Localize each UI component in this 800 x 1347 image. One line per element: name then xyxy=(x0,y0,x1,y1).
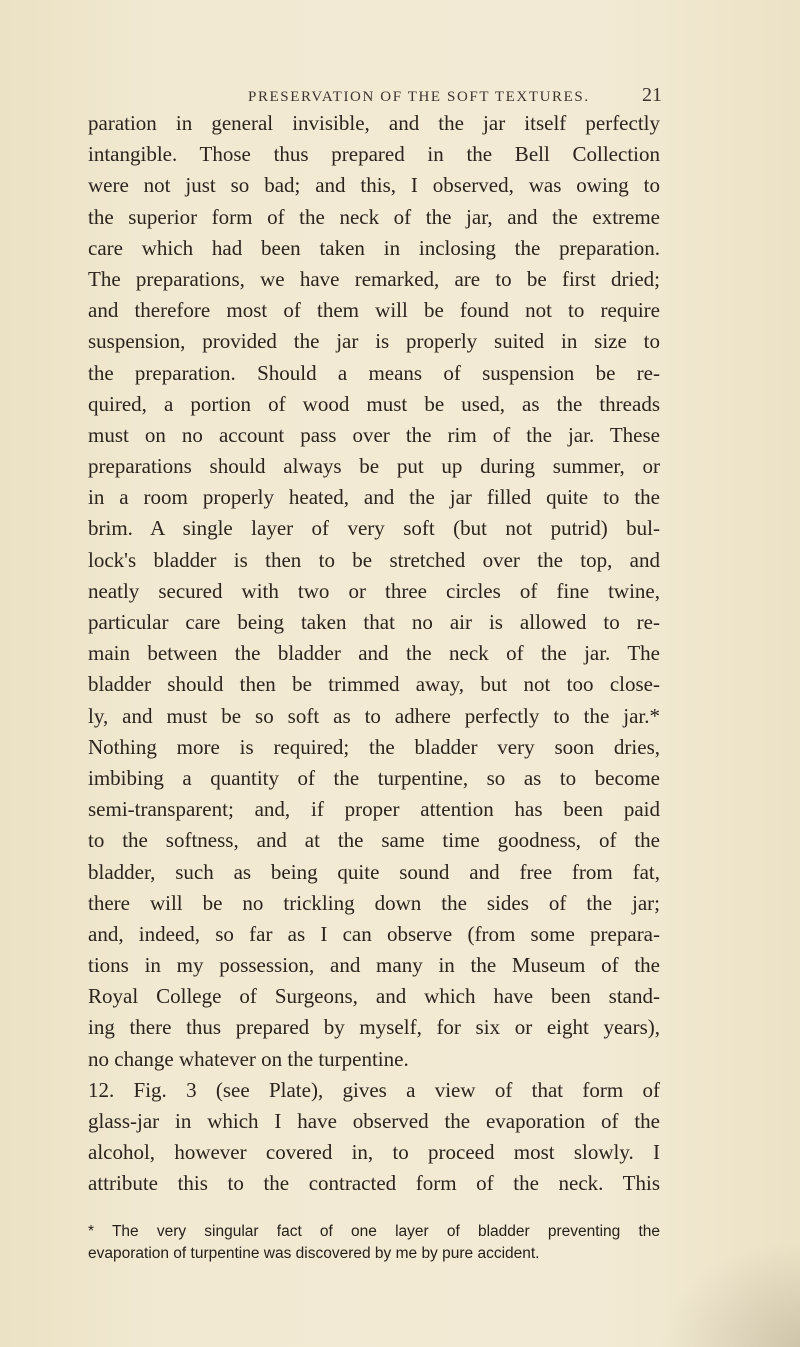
text-line: in a room properly heated, and the jar filled quite to the xyxy=(88,485,660,510)
text-line: particular care being taken that no air is allowed to re- xyxy=(88,610,660,634)
text-line: quired, a portion of wood must be used, as the threads xyxy=(88,391,660,416)
text-line: Nothing more is required; the bladder very soon dries, xyxy=(88,734,660,759)
text-line: were not just so bad; and this, I observed, was owing to xyxy=(88,173,660,198)
text-line: suspension, provided the jar is properly suited in size to xyxy=(88,329,660,354)
text-line: must on no account pass over the rim of the jar. These xyxy=(88,422,660,447)
text-line: alcohol, however covered in, to proceed most slowly. I xyxy=(88,1140,660,1165)
text-line: semi-transparent; and, if proper attention has been paid xyxy=(88,797,660,822)
text-line: The preparations, we have remarked, are to be first dried; xyxy=(88,266,660,291)
text-line: paration in general invisible, and the jar itself perfectly xyxy=(88,111,660,135)
text-line: the preparation. Should a means of suspension be re- xyxy=(88,360,660,385)
text-line: attribute this to the contracted form of the neck. This xyxy=(88,1171,660,1196)
text-line: and therefore most of them will be found not to require xyxy=(88,298,660,323)
text-line: Royal College of Surgeons, and which have been stand- xyxy=(88,984,660,1009)
running-head: PRESERVATION OF THE SOFT TEXTURES. xyxy=(248,89,590,105)
text-line: tions in my possession, and many in the Museum of the xyxy=(88,953,660,978)
page-number: 21 xyxy=(642,84,662,106)
text-line: neatly secured with two or three circles of fine twine, xyxy=(88,578,660,603)
text-line: bladder should then be trimmed away, but not too close- xyxy=(88,672,660,697)
footnote xyxy=(88,1221,660,1265)
text-line: bladder, such as being quite sound and free from fat, xyxy=(88,859,660,884)
text-line: care which had been taken in inclosing the preparation. xyxy=(88,235,660,260)
text-line: intangible. Those thus prepared in the Bell Collection xyxy=(88,142,660,167)
text-line: brim. A single layer of very soft (but not putrid) bul- xyxy=(88,516,660,541)
body-text xyxy=(88,108,660,1200)
text-line: main between the bladder and the neck of the jar. The xyxy=(88,641,660,666)
footnote-line: * The very singular fact of one layer of bladder preventing the xyxy=(88,1223,660,1240)
text-line: the superior form of the neck of the jar, and the extreme xyxy=(88,204,660,229)
text-line: 12. Fig. 3 (see Plate), gives a view of that form of xyxy=(88,1077,660,1102)
text-line: glass-jar in which I have observed the evaporation of the xyxy=(88,1109,660,1133)
text-line: lock's bladder is then to be stretched over the top, and xyxy=(88,547,660,572)
text-line: there will be no trickling down the sides of the jar; xyxy=(88,890,660,915)
text-line: preparations should always be put up during summer, or xyxy=(88,454,660,479)
page-edge-shadow xyxy=(660,1240,800,1347)
text-line: and, indeed, so far as I can observe (from some prepara- xyxy=(88,921,660,946)
text-line: to the softness, and at the same time goodness, of the xyxy=(88,828,660,853)
text-line: no change whatever on the turpentine. xyxy=(88,1046,409,1071)
text-line: ing there thus prepared by myself, for six or eight years), xyxy=(88,1015,660,1040)
text-line: ly, and must be so soft as to adhere perfectly to the jar.* xyxy=(88,703,660,728)
footnote-line: evaporation of turpentine was discovered by me by pure accident. xyxy=(88,1245,540,1262)
text-line: imbibing a quantity of the turpentine, so as to become xyxy=(88,765,660,790)
